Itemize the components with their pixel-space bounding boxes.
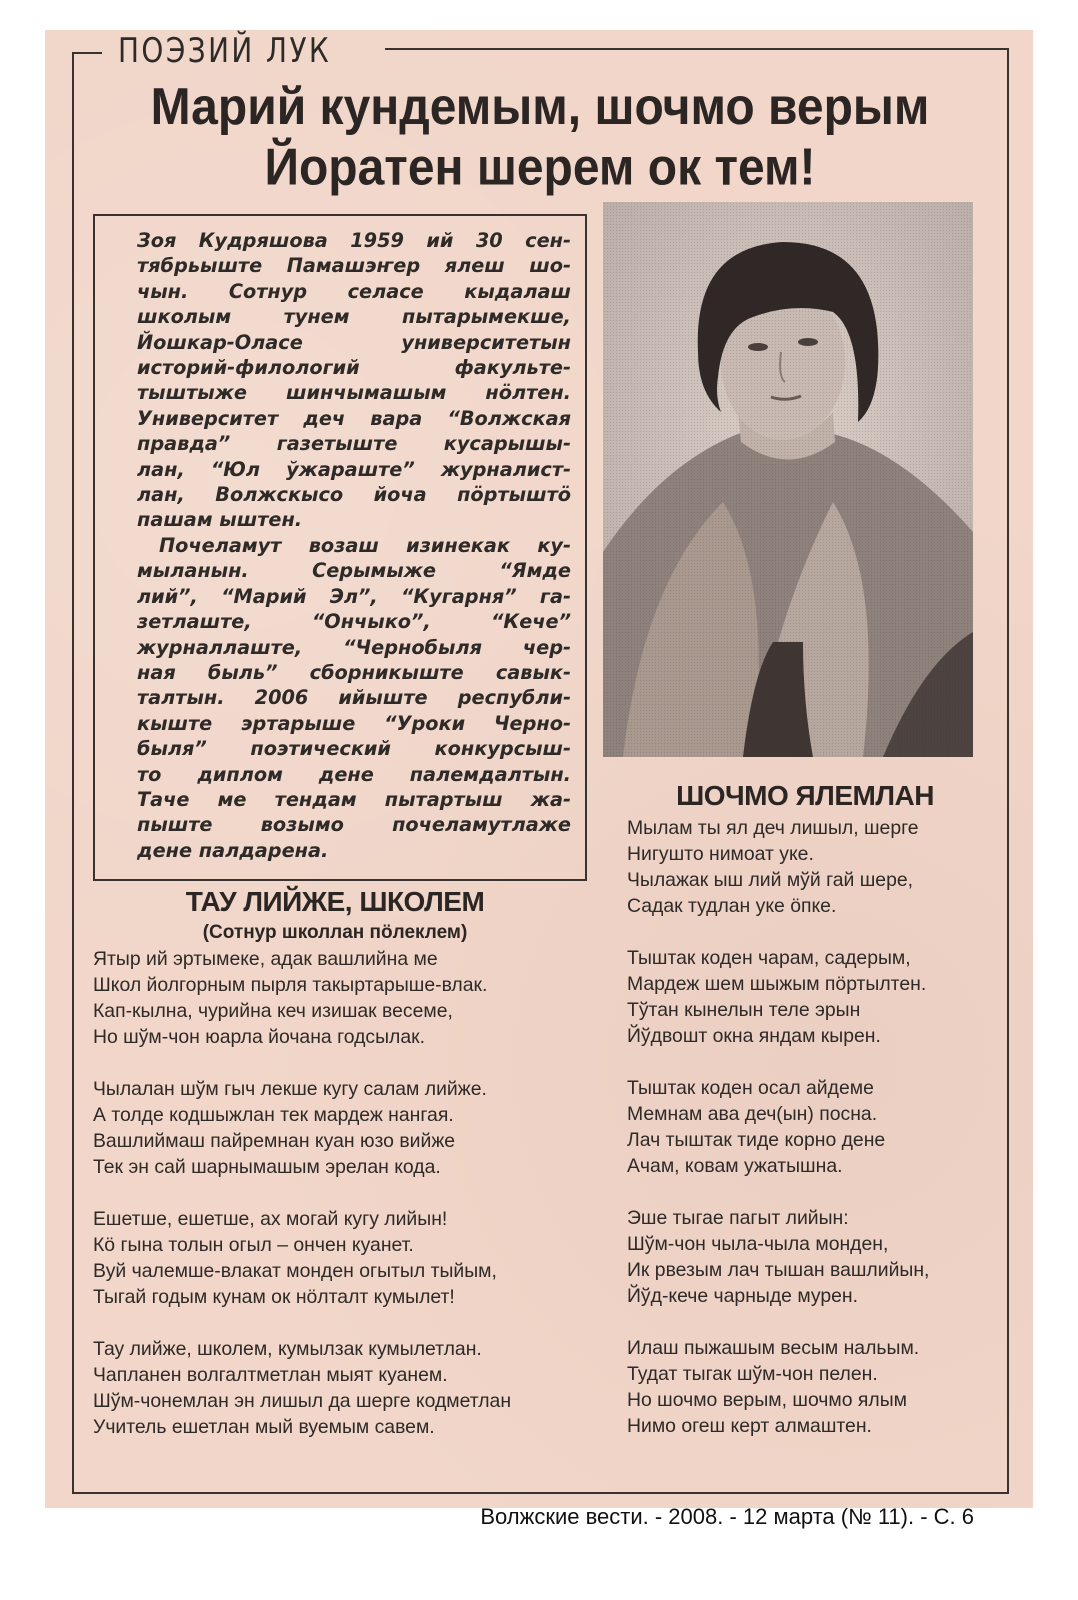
bio-line: лан, Волжскысо йоча пӧртыштӧ — [137, 483, 571, 507]
bio-line: талтын. 2006 ийыште республи- — [137, 686, 571, 710]
bio-line: Университет деч вара “Волжская — [137, 406, 571, 430]
section-rubric: ПОЭЗИЙ ЛУК — [118, 31, 332, 71]
poem-line: Но шўм-чон юарла йочана годсылак. — [93, 1026, 426, 1048]
bio-line: школым тунем пытарымекше, — [137, 305, 571, 329]
bio-line: кыште эртарыше “Уроки Черно- — [137, 711, 571, 735]
poem-line: Но шочмо верым, шочмо ялым — [627, 1389, 907, 1411]
poem-line: Ешетше, ешетше, ах могай кугу лийын! — [93, 1208, 448, 1230]
poem-line: Ик рвезым лач тышан вашлийын, — [627, 1259, 930, 1281]
poem-line: Школ йолгорным пырля такыртарыше-влак. — [93, 974, 488, 996]
headline-line: Марий кундемым, шочмо верым — [150, 78, 930, 136]
poem-line: Тўтан кынелын теле эрын — [627, 999, 861, 1021]
bio-line: дене палдарена. — [137, 838, 329, 862]
author-portrait-photo — [603, 202, 973, 757]
frame-border-top-left — [72, 52, 102, 54]
poem-line: Тыгай годым кунам ок нӧлталт кумылет! — [93, 1286, 455, 1308]
poem-line: Лач тыштак тиде корно дене — [627, 1129, 886, 1151]
bio-line: Зоя Кудряшова 1959 ий 30 сен- — [137, 229, 571, 252]
poem-line: Илаш пыжашым весым нальым. — [627, 1337, 920, 1359]
poem-line: Ятыр ий эртымеке, адак вашлийна ме — [93, 948, 438, 970]
poem-line: Йўд-кече чарныде мурен. — [627, 1285, 859, 1307]
bio-line: то диплом дене палемдалтын. — [137, 762, 571, 786]
poem-line: Кӧ гына толын огыл – ончен куанет. — [93, 1234, 414, 1256]
poem-line: Вашлиймаш пайремнан куан юзо вийже — [93, 1130, 456, 1152]
frame-border-top-right — [385, 48, 1007, 50]
poem-line: Кап-кылна, чурийна кеч изишак весеме, — [93, 1000, 453, 1022]
bio-line: ная быль” сборникыште савык- — [137, 660, 571, 684]
bio-line: тябрьыште Памашэҥер ялеш шо- — [137, 254, 571, 278]
bio-line: историй-филологий факульте- — [137, 356, 571, 380]
poem-line: Учитель ешетлан мый вуемым савем. — [93, 1416, 435, 1438]
source-citation: Волжские вести. - 2008. - 12 марта (№ 11). - С. 6 — [480, 1504, 974, 1529]
poem-line: Йўдвошт окна яндам кырен. — [627, 1025, 881, 1047]
poem-line: Шўм-чонемлан эн лишыл да шерге кодметлан — [93, 1390, 512, 1412]
poem-line: А толде кодшыжлан тек мардеж нангая. — [93, 1104, 454, 1126]
poem-left — [93, 946, 608, 1440]
bio-line: Йошкар-Оласе университетын — [137, 330, 571, 354]
bio-line: быля” поэтический конкурсыш- — [137, 737, 571, 761]
poem-line: Мемнам ава деч(ын) посна. — [627, 1103, 878, 1125]
bio-line: тыштыже шинчымашым нӧлтен. — [137, 381, 571, 405]
bio-line: пыште возымо почеламутлаже — [137, 813, 571, 837]
poem-stanza — [627, 1205, 1002, 1309]
bio-line: журналлаште, “Чернобыля чер- — [137, 635, 571, 659]
frame-border-right — [1007, 48, 1009, 1492]
bio-line: чын. Сотнур селасе кыдалаш — [137, 279, 571, 303]
poem-right — [627, 815, 1002, 1439]
poem-line: Шўм-чон чыла-чыла монден, — [627, 1233, 889, 1255]
frame-border-left — [72, 52, 74, 1492]
poem-subtitle-left: (Сотнур школлан пӧлеклем) — [202, 922, 468, 943]
frame-border-bottom — [72, 1492, 1009, 1494]
poem-line: Чылалан шўм гыч лекше кугу салам лийже. — [93, 1078, 487, 1100]
bio-line: лий”, “Марий Эл”, “Кугарня” га- — [137, 584, 571, 608]
poem-line: Тыштак коден осал айдеме — [627, 1077, 874, 1099]
poem-line: Мылам ты ял деч лишыл, шерге — [627, 817, 919, 839]
bio-line: правда” газетыште кусарышы- — [137, 432, 571, 456]
poem-stanza — [627, 815, 1002, 919]
poem-line: Тыштак коден чарам, садерым, — [627, 947, 911, 969]
poem-line: Тудат тыгак шўм-чон пелен. — [627, 1363, 878, 1385]
poem-line: Нигушто нимоат уке. — [627, 843, 814, 865]
bio-line: зетлаште, “Ончыко”, “Кече” — [137, 610, 571, 634]
poem-stanza — [93, 1076, 608, 1180]
article-headline — [80, 78, 1000, 199]
poem-line: Нимо огеш керт алмаштен. — [627, 1415, 872, 1437]
bio-line: лан, “Юл ўжараште” журналист- — [137, 457, 571, 481]
poem-line: Ачам, ковам ужатышна. — [627, 1155, 843, 1177]
poem-stanza — [627, 1335, 1002, 1439]
poem-stanza — [627, 1075, 1002, 1179]
poem-line: Вуй чалемше-влакат монден огытыл тыйым, — [93, 1260, 497, 1282]
poem-title-right: ШОЧМО ЯЛЕМЛАН — [676, 780, 934, 811]
poem-stanza — [93, 1336, 608, 1440]
poem-stanza — [93, 1206, 608, 1310]
author-bio-box — [93, 214, 587, 881]
poem-stanza — [627, 945, 1002, 1049]
poem-line: Тек эн сай шарнымашым эрелан кода. — [93, 1156, 441, 1178]
poem-line: Чапланен волгалтметлан мыят куанем. — [93, 1364, 448, 1386]
bio-paragraph — [115, 228, 571, 533]
poem-stanza — [93, 946, 608, 1050]
poem-line: Эше тыгае пагыт лийын: — [627, 1207, 849, 1229]
bio-line: Таче ме тендам пытартыш жа- — [137, 787, 571, 811]
bio-line: пашам ыштен. — [137, 508, 303, 532]
poem-line: Мардеж шем шыжым пӧртылтен. — [627, 973, 927, 995]
poem-title-left: ТАУ ЛИЙЖЕ, ШКОЛЕМ — [185, 886, 485, 917]
portrait-icon — [603, 202, 973, 757]
headline-line: Йоратен шерем ок тем! — [264, 139, 816, 197]
bio-line: мыланын. Серымыже “Ямде — [137, 559, 571, 583]
bio-line: Почеламут возаш изинекак ку- — [159, 533, 571, 557]
poem-line: Тау лийже, школем, кумылзак кумылетлан. — [93, 1338, 482, 1360]
poem-line: Чылажак ыш лий мўй гай шере, — [627, 869, 914, 891]
bio-paragraph — [115, 533, 571, 863]
poem-line: Садак тудлан уке ӧпке. — [627, 895, 837, 917]
